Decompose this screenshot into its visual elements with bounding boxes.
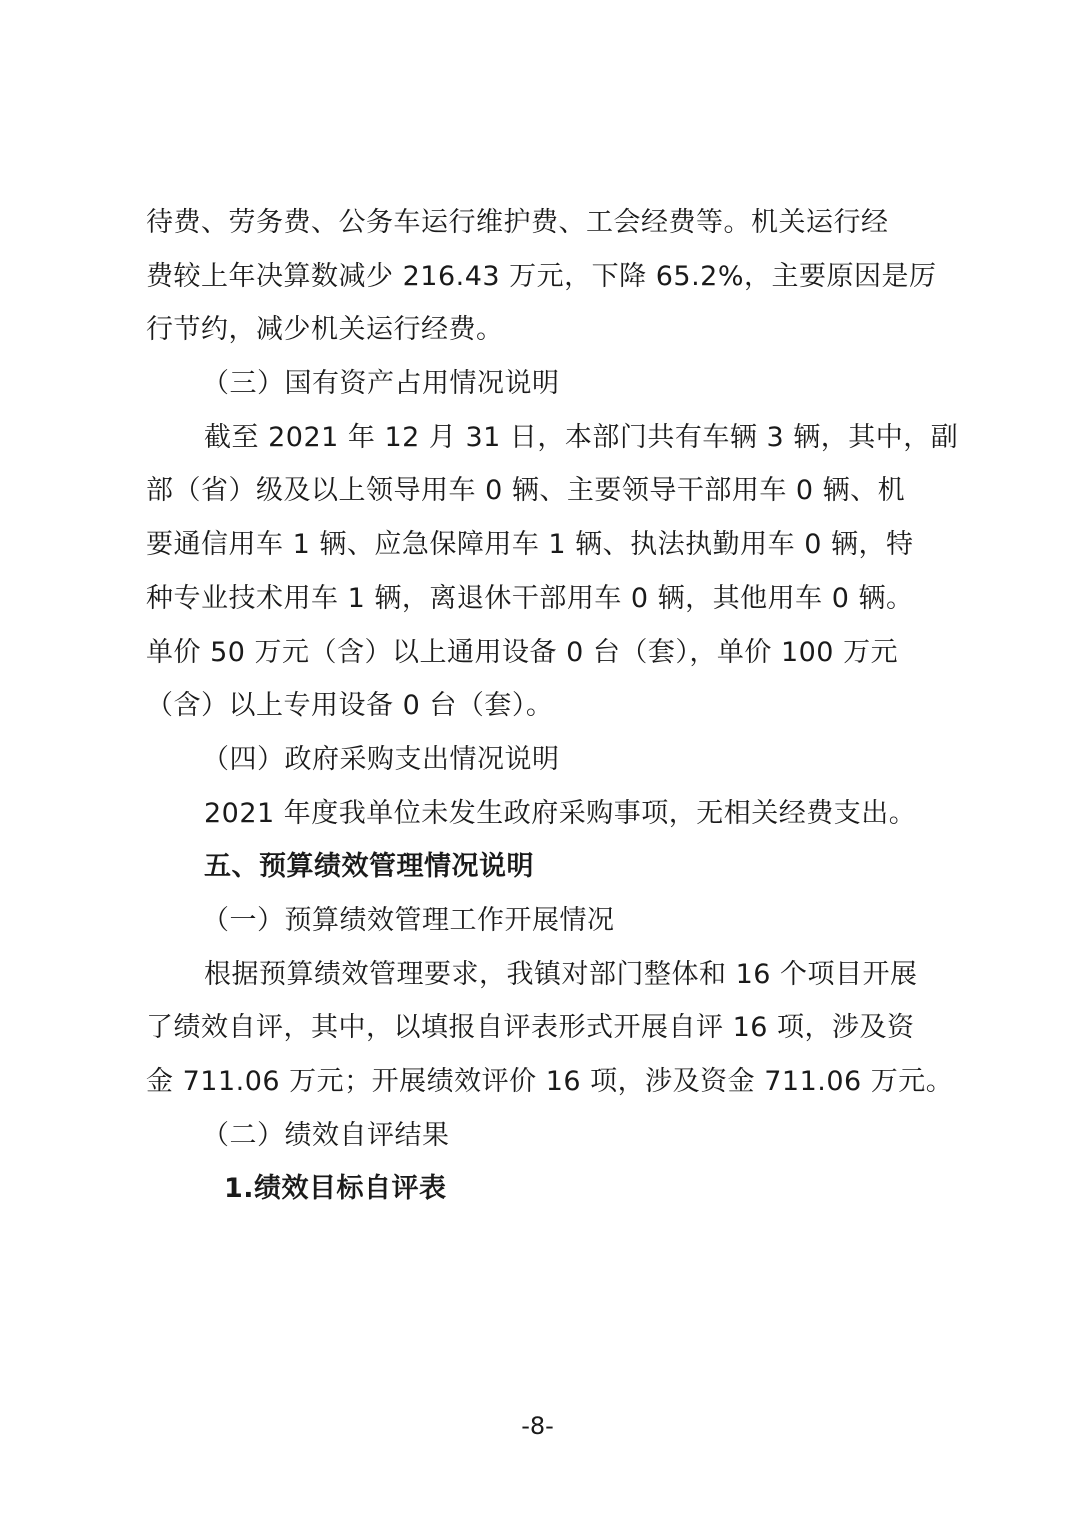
heading-goal-self-evaluation-table: 1.绩效目标自评表 <box>224 1173 447 1205</box>
heading-self-evaluation-results: （二）绩效自评结果 <box>202 1119 450 1151</box>
paragraph-government-procurement: 2021 年度我单位未发生政府采购事项，无相关经费支出。 <box>204 797 917 829</box>
text-line: 单价 50 万元（含）以上通用设备 0 台（套），单价 100 万元 <box>146 636 899 668</box>
text-line: 金 711.06 万元；开展绩效评价 16 项，涉及资金 711.06 万元。 <box>146 1066 954 1097</box>
heading-government-procurement: （四）政府采购支出情况说明 <box>202 743 560 775</box>
text-line: 种专业技术用车 1 辆，离退休干部用车 0 辆，其他用车 0 辆。 <box>146 582 914 614</box>
page-number: -8- <box>521 1412 554 1440</box>
heading-section-five: 五、预算绩效管理情况说明 <box>204 851 534 883</box>
paragraph-operating-expenses <box>146 196 936 357</box>
text-line: 待费、劳务费、公务车运行维护费、工会经费等。机关运行经 <box>146 207 889 238</box>
text-line: 要通信用车 1 辆、应急保障用车 1 辆、执法执勤用车 0 辆，特 <box>146 529 914 561</box>
text-line: 费较上年决算数减少 216.43 万元，下降 65.2%，主要原因是厉 <box>146 260 937 292</box>
paragraph-state-assets <box>146 411 959 733</box>
heading-performance-work: （一）预算绩效管理工作开展情况 <box>202 904 615 936</box>
document-body <box>146 196 959 1216</box>
text-line: 了绩效自评，其中，以填报自评表形式开展自评 16 项，涉及资 <box>146 1012 915 1044</box>
paragraph-performance-work <box>146 948 954 1109</box>
text-line: 截至 2021 年 12 月 31 日，本部门共有车辆 3 辆，其中，副 <box>204 421 959 453</box>
text-line: 行节约，减少机关运行经费。 <box>146 314 504 346</box>
text-line: 根据预算绩效管理要求，我镇对部门整体和 16 个项目开展 <box>204 958 918 990</box>
text-line: 部（省）级及以上领导用车 0 辆、主要领导干部用车 0 辆、机 <box>146 475 906 507</box>
heading-state-assets: （三）国有资产占用情况说明 <box>202 368 560 400</box>
text-line: （含）以上专用设备 0 台（套）。 <box>146 690 554 722</box>
